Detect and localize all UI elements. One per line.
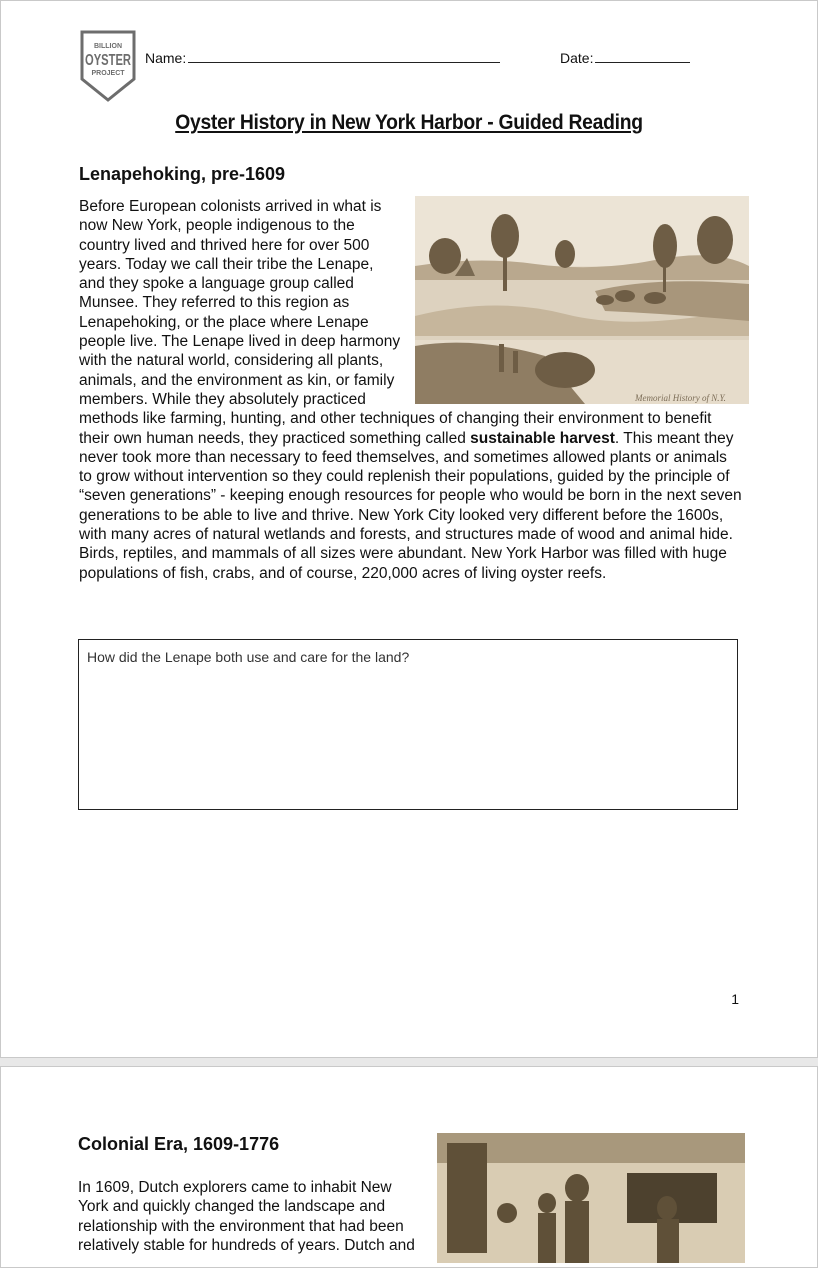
svg-text:OYSTER: OYSTER bbox=[85, 52, 132, 69]
name-label: Name: bbox=[145, 50, 187, 66]
section-1-text-b: . This meant they never took more than necessary to feed themselves, and sometimes allowed plants or animals to grow without intervention so they could replenish their populations, guided by the principle of “seven generations” - keeping enough resources for people who would be born in the next seven generations to be able to live and thrive. New York City looked very different before the 1600s, with many acres of natural wetlands and forests, and structures made of wood and animal hide. Birds, reptiles, and mammals of all sizes were abundant. New York Harbor was filled with huge populations of fish, crabs, and of course, 220,000 acres of living oyster reefs. bbox=[79, 429, 742, 582]
name-blank-line[interactable] bbox=[188, 52, 500, 63]
billion-oyster-project-logo bbox=[79, 29, 137, 103]
answer-box[interactable] bbox=[78, 639, 738, 810]
date-label: Date: bbox=[560, 50, 594, 66]
section-1-text-a: Before European colonists arrived in what is now New York, people indigenous to the country lived and thrived here for over 500 years. Today we call their tribe the Lenape, and they spoke a language group called Munsee. They referred to this region as Lenapehoking, or the place where Lenape people live. The Lenape lived in deep harmony with the natural world, considering all plants, animals, and the environment as kin, or family members. While they absolutely practiced methods like farming, hunting, and other techniques of changing their environment to benefit their own human needs, they practiced something called bbox=[79, 198, 712, 447]
section-2-heading: Colonial Era, 1609-1776 bbox=[78, 1134, 280, 1154]
svg-text:BILLION: BILLION bbox=[94, 43, 122, 50]
question-prompt: How did the Lenape both use and care for the land? bbox=[87, 649, 410, 665]
name-field[interactable] bbox=[145, 50, 500, 66]
lenapehoking-engraving-image bbox=[415, 196, 749, 404]
svg-text:PROJECT: PROJECT bbox=[91, 70, 125, 77]
section-1-heading: Lenapehoking, pre-1609 bbox=[79, 164, 286, 184]
section-1-body bbox=[79, 197, 743, 583]
section-2-body: In 1609, Dutch explorers came to inhabit New York and quickly changed the landscape and relationship with the environment that had been relatively stable for hundreds of years. Dutch and bbox=[78, 1179, 415, 1254]
page-number: 1 bbox=[731, 991, 739, 1007]
sustainable-harvest-term: sustainable harvest bbox=[470, 429, 615, 447]
date-blank-line[interactable] bbox=[595, 52, 690, 63]
date-field[interactable] bbox=[560, 50, 690, 66]
colonial-oyster-market-engraving-image bbox=[437, 1133, 745, 1263]
document-title: Oyster History in New York Harbor - Guided Reading bbox=[175, 111, 643, 134]
svg-text:Memorial History of N.Y.: Memorial History of N.Y. bbox=[635, 393, 726, 403]
